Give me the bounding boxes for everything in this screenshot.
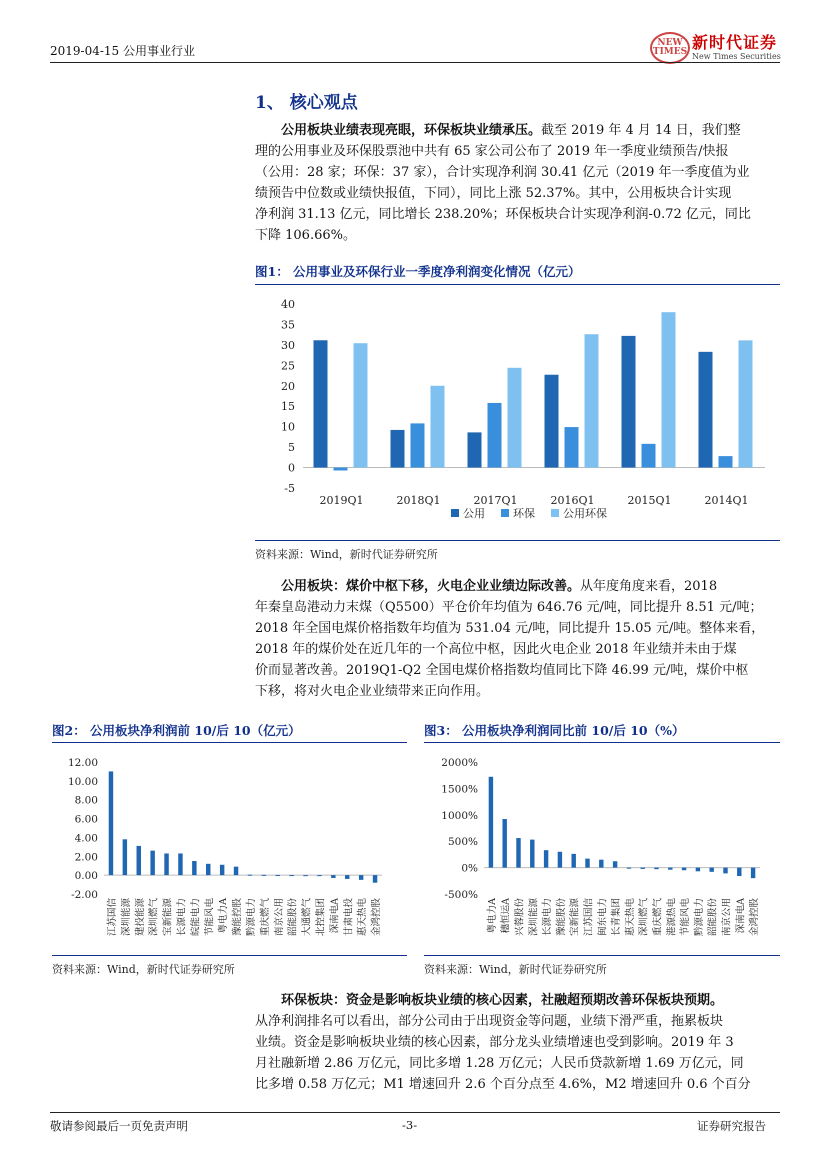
bar: [558, 852, 562, 868]
x-tick-label: 北控集团: [315, 898, 327, 937]
footer-report-type: 证券研究报告: [697, 1119, 766, 1133]
paragraph-environmental: [255, 990, 780, 1095]
x-tick-label: 深圳燃气: [148, 898, 160, 937]
x-tick-label: 黔源电力: [245, 898, 257, 937]
para2-line: 年秦皇岛港动力末煤（Q5500）平仓价年均值为 646.76 元/吨，同比提升 8.51 元/吨；: [255, 600, 763, 615]
fig2-chart: [52, 746, 407, 952]
fig1-bottom-divider: [255, 540, 780, 541]
bar: [640, 868, 644, 869]
para3-line: 月社融新增 2.86 万亿元，同比多增 1.28 万亿元；人民币贷款新增 1.69 万亿元，同: [255, 1056, 744, 1071]
bar: [489, 777, 493, 868]
bar: [164, 853, 168, 875]
bar: [654, 868, 658, 870]
bar: [109, 771, 113, 875]
logo-name-en: New Times Securities: [692, 52, 781, 61]
y-tick-label: 6.00: [74, 813, 98, 826]
y-tick-label: 8.00: [74, 794, 98, 807]
bar: [723, 868, 727, 874]
fig1-chart: [255, 288, 780, 536]
x-tick-label: 韶能股份: [287, 898, 299, 937]
logo-badge-icon: NEW TIMES: [650, 32, 690, 64]
footer-disclaimer: 敬请参阅最后一页免责声明: [50, 1119, 188, 1133]
x-tick-label: 2017Q1: [473, 494, 518, 507]
para2-line: 2018 年全国电煤价格指数年均值为 531.04 元/吨，同比提升 15.05 元/吨。整体来看，: [255, 621, 765, 636]
para1-line: 截至 2019 年 4 月 14 日，我们整: [541, 123, 741, 138]
bar-公用环保: [508, 368, 522, 468]
bar: [248, 875, 252, 876]
bar: [192, 861, 196, 875]
bar: [317, 875, 321, 876]
para2-bold: 公用板块：煤价中枢下移，火电企业业绩边际改善。: [281, 579, 581, 594]
bar: [359, 875, 363, 880]
section-title: 1、 核心观点: [255, 93, 358, 113]
bar: [262, 875, 266, 876]
fig2-divider: [52, 742, 407, 743]
bar: [178, 853, 182, 875]
x-tick-label: 南京公用: [273, 898, 285, 937]
x-tick-label: 黔源电力: [693, 898, 705, 937]
x-tick-label: 建投能源: [134, 898, 146, 937]
para1-line: 绩预告中位数或业绩快报值，下同），同比上涨 52.37%。其中，公用板块合计实现: [255, 186, 732, 201]
x-tick-label: 长青集团: [611, 898, 623, 937]
y-tick-label: 2000%: [441, 757, 478, 769]
para1-line: 理的公用事业及环保股票池中共有 65 家公司公布了 2019 年一季度业绩预告/快报: [255, 144, 729, 159]
para3-line: 业绩。资金是影响板块业绩的核心因素，部分龙头业绩增速也受到影响。2019 年 3: [255, 1035, 734, 1050]
x-tick-label: 江苏国信: [583, 898, 595, 937]
bar: [303, 875, 307, 876]
legend-label: 公用环保: [563, 507, 607, 520]
para1-line: 净利润 31.13 亿元，同比增长 238.20%；环保板块合计实现净利润-0.72 亿元，同比: [255, 207, 751, 222]
para2-line: 下移，将对火电企业业绩带来正向作用。: [255, 684, 490, 699]
y-tick-label: 0.00: [74, 870, 98, 883]
legend-swatch: [551, 509, 559, 517]
bar-环保: [719, 456, 733, 467]
fig2-title: 图2： 公用板块净利润前 10/后 10（亿元）: [52, 723, 301, 738]
x-tick-label: 宝新能源: [162, 898, 174, 937]
bar: [123, 839, 127, 875]
logo-name: 新时代证券: [692, 33, 778, 52]
bar-公用环保: [585, 334, 599, 467]
fig1-title: 图1： 公用事业及环保行业一季度净利润变化情况（亿元）: [255, 264, 581, 279]
legend-label: 公用: [463, 507, 485, 520]
fig3-source: 资料来源：Wind，新时代证券研究所: [424, 963, 607, 976]
para2-line: 2018 年的煤价处在近几年的一个高位中枢，因此火电企业 2018 年业绩并未由于煤: [255, 642, 737, 657]
x-tick-label: 穗恒运A: [500, 898, 512, 934]
bar: [516, 838, 520, 868]
bar: [150, 851, 154, 876]
bar: [737, 868, 741, 876]
para2-line: 从年度角度来看，2018: [580, 579, 718, 594]
fig3-bottom-divider: [424, 955, 780, 956]
fig1-divider: [255, 284, 780, 285]
bar-环保: [642, 444, 656, 468]
x-tick-label: 2019Q1: [319, 494, 364, 507]
bar-公用: [622, 336, 636, 468]
x-tick-label: 长源电力: [542, 898, 554, 937]
x-tick-label: 惠天热电: [357, 898, 369, 937]
bar-公用环保: [431, 386, 445, 468]
x-tick-label: 宝新能源: [569, 898, 581, 937]
bar: [696, 868, 700, 872]
x-tick-label: 甘肃电投: [343, 898, 355, 937]
page-number: -3-: [402, 1118, 418, 1132]
bar: [220, 865, 224, 875]
y-tick-label: -5: [284, 482, 295, 495]
y-tick-label: 15: [281, 400, 295, 414]
y-tick-label: 1500%: [441, 783, 478, 796]
bar-公用: [468, 432, 482, 467]
x-tick-label: 深圳能源: [528, 898, 540, 937]
para1-line: （公用：28 家；环保：37 家），合计实现净利润 30.41 亿元（2019 年一季度值为业: [255, 165, 750, 180]
fig2-source: 资料来源：Wind，新时代证券研究所: [52, 963, 235, 976]
y-tick-label: 4.00: [74, 832, 98, 845]
x-tick-label: 惠天热电: [624, 898, 636, 937]
bar: [682, 868, 686, 871]
fig2-bottom-divider: [52, 955, 407, 956]
paragraph-utilities: [255, 576, 780, 702]
bar: [331, 875, 335, 878]
legend-label: 环保: [513, 507, 535, 520]
para3-bold: 环保板块：资金是影响板块业绩的核心因素，社融超预期改善环保板块预期。: [281, 993, 724, 1008]
x-tick-label: 粤电力A: [218, 898, 230, 934]
bar: [571, 854, 575, 868]
y-tick-label: -2.00: [71, 889, 98, 901]
para1-bold: 公用板块业绩表现亮眼，环保板块业绩承压。: [281, 123, 542, 138]
bar: [289, 875, 293, 876]
footer-divider: [50, 1112, 780, 1113]
y-tick-label: 2.00: [74, 851, 98, 864]
bar: [206, 864, 210, 875]
legend-swatch: [451, 509, 459, 517]
header-divider: [50, 62, 780, 63]
x-tick-label: 兴蓉股份: [514, 898, 526, 937]
x-tick-label: 深南电A: [735, 898, 747, 934]
bar: [234, 867, 238, 875]
x-tick-label: 豫能控股: [232, 898, 244, 937]
x-tick-label: 深南电A: [329, 898, 341, 934]
x-tick-label: 重庆燃气: [652, 898, 664, 937]
para1-line: 下降 106.66%。: [255, 228, 356, 243]
y-tick-label: 20: [281, 379, 295, 393]
x-tick-label: 节能风电: [204, 898, 216, 937]
fig3-divider: [424, 742, 780, 743]
bar-环保: [488, 403, 502, 468]
x-tick-label: 深圳燃气: [638, 898, 650, 937]
bar: [530, 840, 534, 868]
fig3-chart: [424, 746, 780, 952]
y-tick-label: 30: [281, 338, 295, 352]
y-tick-label: 1000%: [441, 809, 478, 822]
x-tick-label: 金鸿控股: [749, 898, 761, 937]
y-tick-label: 25: [281, 359, 295, 373]
x-tick-label: 粤电力A: [486, 898, 498, 934]
x-tick-label: 2016Q1: [550, 494, 595, 507]
y-tick-label: 0: [288, 461, 295, 475]
bar-环保: [565, 427, 579, 467]
x-tick-label: 韶能股份: [707, 898, 719, 937]
y-tick-label: 0%: [461, 862, 478, 875]
y-tick-label: 10: [281, 420, 295, 434]
paragraph-core-view: [255, 120, 780, 246]
y-tick-label: 10.00: [67, 775, 98, 788]
x-tick-label: 重庆燃气: [259, 898, 271, 937]
bar: [585, 859, 589, 868]
header-date-sector: 2019-04-15 公用事业行业: [50, 44, 196, 58]
bar: [373, 875, 377, 883]
bar-公用: [545, 375, 559, 468]
x-tick-label: 江苏国信: [106, 898, 118, 937]
bar: [544, 850, 548, 867]
x-tick-label: 闽东电力: [597, 898, 609, 937]
bar-环保: [334, 468, 348, 471]
bar: [276, 875, 280, 876]
bar-公用环保: [739, 340, 753, 467]
bar: [345, 875, 349, 879]
bar: [668, 868, 672, 870]
bar: [627, 868, 631, 869]
bar-公用: [314, 340, 328, 467]
x-tick-label: 2014Q1: [704, 494, 749, 507]
bar-公用: [391, 430, 405, 468]
bar: [599, 860, 603, 868]
x-tick-label: 2018Q1: [396, 494, 441, 507]
x-tick-label: 豫能股份: [555, 898, 567, 937]
bar: [613, 861, 617, 867]
y-tick-label: 40: [281, 298, 295, 311]
bar: [137, 846, 141, 875]
y-tick-label: 35: [281, 318, 295, 332]
legend-swatch: [501, 509, 509, 517]
bar-环保: [411, 423, 425, 467]
x-tick-label: 节能风电: [680, 898, 692, 937]
y-tick-label: 12.00: [67, 757, 98, 769]
x-tick-label: 长源电力: [176, 898, 188, 937]
x-tick-label: 港源热电: [666, 898, 678, 937]
x-tick-label: 南京公用: [721, 898, 733, 937]
bar-公用环保: [354, 343, 368, 467]
x-tick-label: 大通燃气: [301, 898, 313, 937]
fig1-source: 资料来源：Wind，新时代证券研究所: [255, 548, 438, 561]
fig3-title: 图3： 公用板块净利润同比前 10/后 10（%）: [424, 723, 685, 738]
para3-line: 从净利润排名可以看出，部分公司由于出现资金等问题，业绩下滑严重，拖累板块: [255, 1014, 724, 1029]
bar: [502, 819, 506, 868]
bar-公用: [699, 352, 713, 468]
para3-line: 比多增 0.58 万亿元；M1 增速回升 2.6 个百分点至 4.6%，M2 增速回升 0.6 个百分: [255, 1077, 751, 1092]
y-tick-label: -500%: [444, 889, 478, 901]
bar-公用环保: [662, 312, 676, 467]
company-logo: [650, 30, 790, 64]
x-tick-label: 皖能电力: [190, 898, 202, 937]
y-tick-label: 500%: [447, 836, 478, 849]
y-tick-label: 5: [288, 441, 295, 455]
x-tick-label: 金鸿控股: [371, 898, 383, 937]
bar: [751, 868, 755, 879]
para2-line: 价而显著改善。2019Q1-Q2 全国电煤价格指数均值同比下降 46.99 元/吨，煤价中枢: [255, 663, 749, 678]
x-tick-label: 2015Q1: [627, 494, 672, 507]
x-tick-label: 深圳能源: [120, 898, 132, 937]
bar: [709, 868, 713, 872]
